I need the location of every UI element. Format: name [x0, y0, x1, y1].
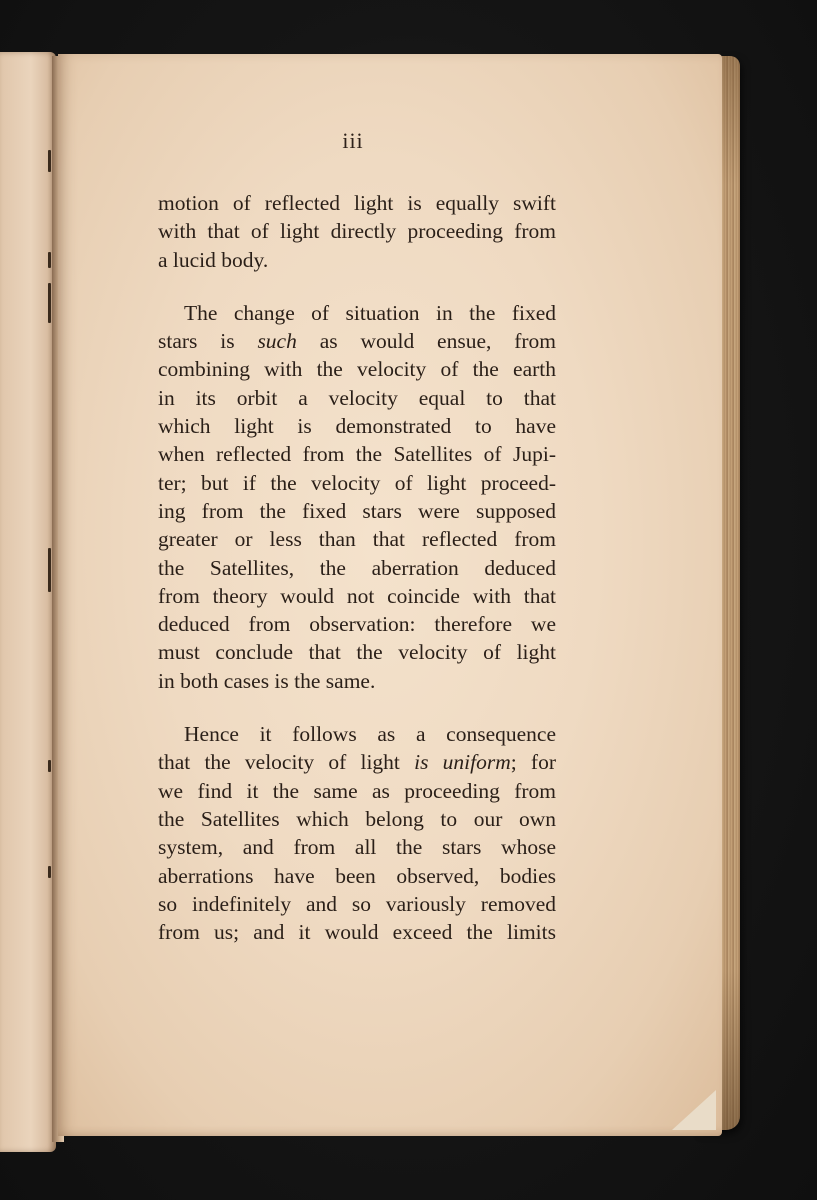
text-line-with-italic: [158, 327, 556, 355]
binding-stitch: [48, 283, 51, 323]
text-line: in both cases is the same.: [158, 668, 376, 693]
page-number: iii: [342, 128, 364, 153]
text-line: system, and from all the stars whose: [158, 835, 556, 860]
italic-word: such: [257, 329, 297, 354]
binding-stitch: [48, 760, 51, 772]
text-line: when reflected from the Satellites of Jupi-: [158, 442, 556, 467]
body-text: [158, 189, 556, 971]
text-run: that the velocity of light: [158, 750, 415, 775]
paragraph: [158, 299, 556, 695]
binding-stitch: [48, 252, 51, 268]
text-line: motion of reflected light is equally swift: [158, 191, 556, 215]
text-run: as would ensue, from: [296, 329, 557, 354]
text-line: The change of situation in the fixed: [184, 300, 556, 325]
italic-phrase: is uniform: [414, 750, 511, 775]
text-line: with that of light directly proceeding from: [158, 219, 556, 244]
text-line: aberrations have been observed, bodies: [158, 863, 556, 888]
text-line: we find it the same as proceeding from: [158, 778, 556, 803]
text-line: from theory would not coincide with that: [158, 583, 556, 608]
dog-eared-corner: [672, 1090, 716, 1130]
binding-stitch: [48, 866, 51, 878]
text-line: from us; and it would exceed the limits: [158, 920, 556, 945]
text-line: must conclude that the velocity of light: [158, 640, 556, 665]
text-run: stars is: [158, 329, 258, 354]
text-line: deduced from observation: therefore we: [158, 612, 556, 637]
text-line: a lucid body.: [158, 247, 269, 272]
text-line: ing from the fixed stars were supposed: [158, 498, 556, 523]
text-line: the Satellites which belong to our own: [158, 806, 556, 831]
text-line: combining with the velocity of the earth: [158, 357, 556, 382]
text-line-with-italic: [158, 748, 556, 776]
paragraph: [158, 189, 556, 274]
text-line: the Satellites, the aberration deduced: [158, 555, 556, 580]
binding-stitch: [48, 150, 51, 172]
text-run: ; for: [510, 750, 556, 775]
text-line: greater or less than that reflected from: [158, 527, 556, 552]
text-line: in its orbit a velocity equal to that: [158, 385, 556, 410]
text-line: ter; but if the velocity of light proceed-: [158, 470, 556, 495]
binding-stitch: [48, 548, 51, 592]
facing-page-edge: [0, 52, 56, 1152]
text-line: which light is demonstrated to have: [158, 414, 556, 439]
text-line: so indefinitely and so variously removed: [158, 891, 556, 916]
paragraph: [158, 720, 556, 946]
text-line: Hence it follows as a consequence: [184, 722, 556, 747]
